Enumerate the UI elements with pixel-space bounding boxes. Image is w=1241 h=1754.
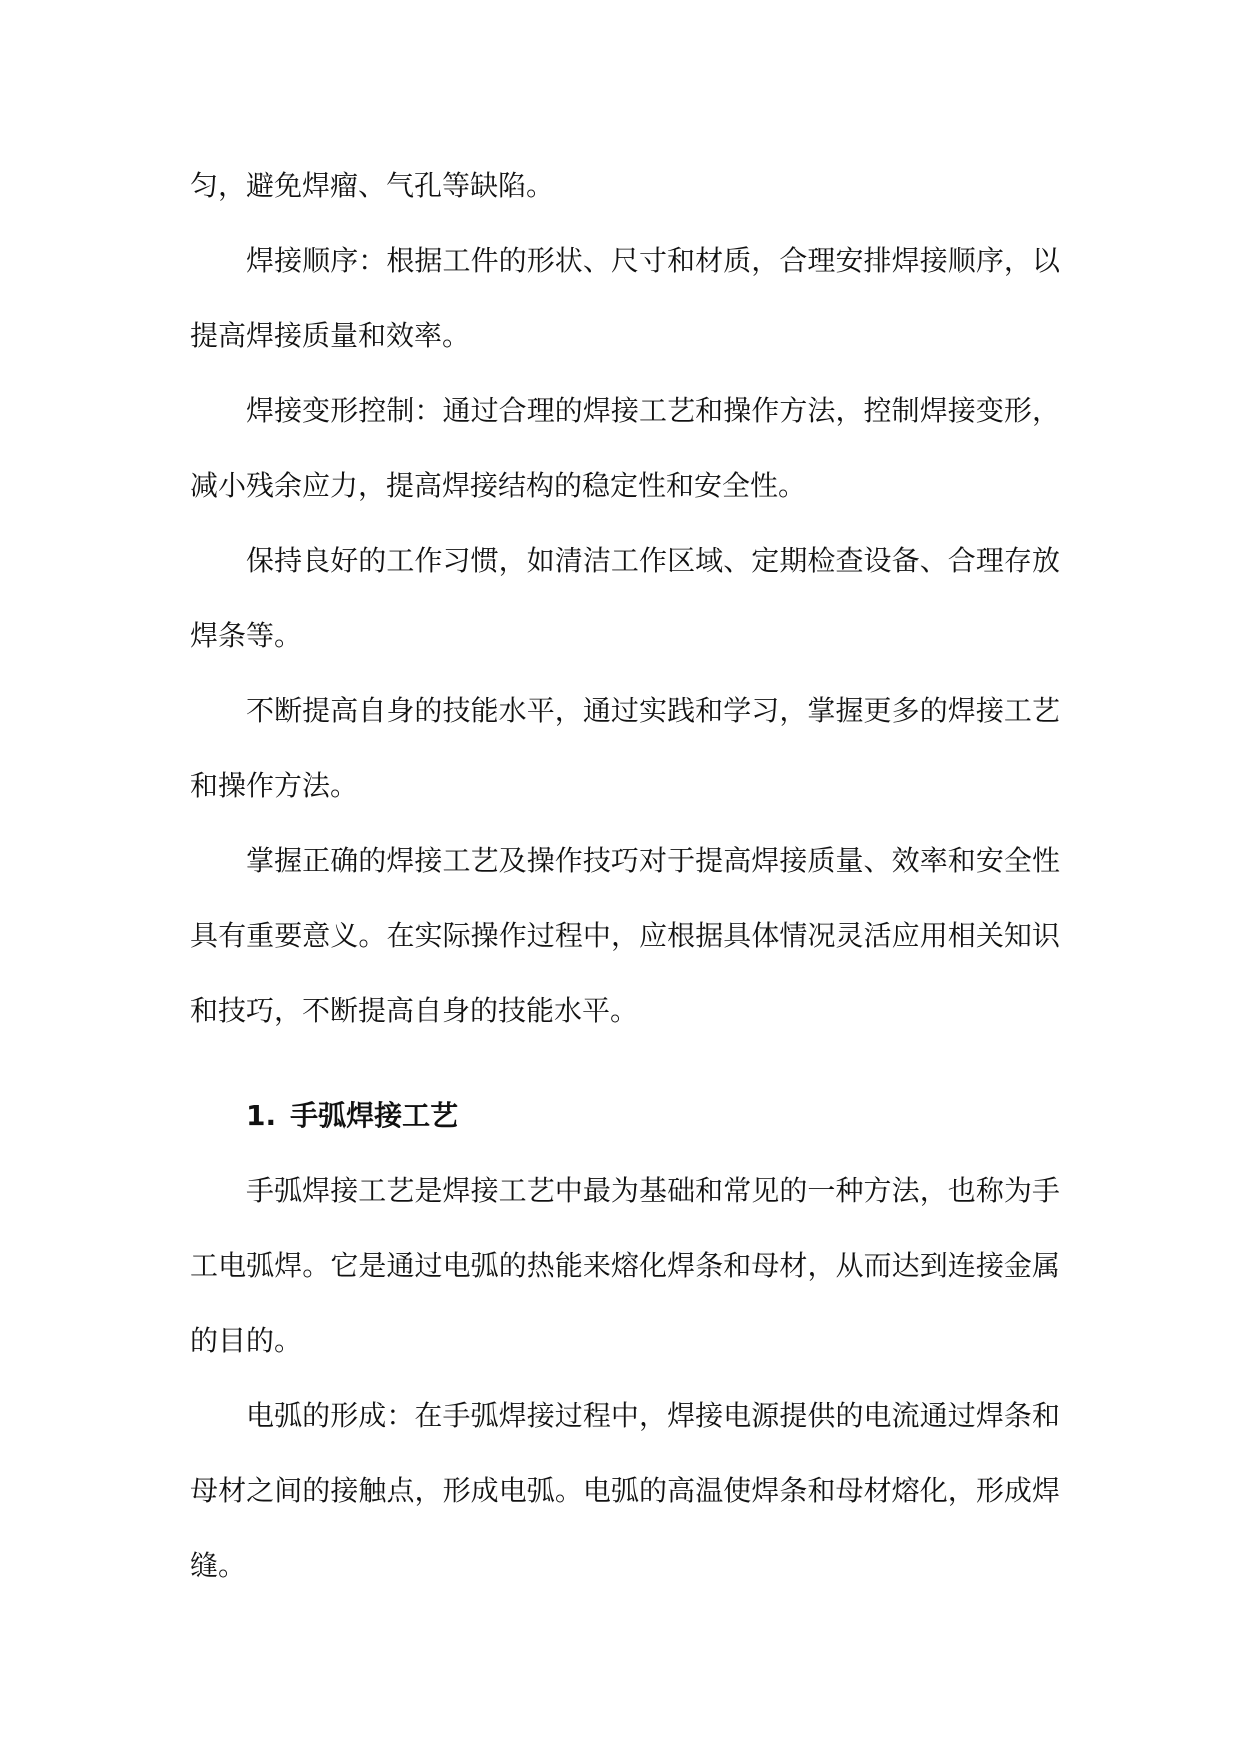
- paragraph-welding-sequence: 焊接顺序：根据工件的形状、尺寸和材质，合理安排焊接顺序，以提高焊接质量和效率。: [190, 244, 1060, 352]
- paragraph-continuation: 匀，避免焊瘤、气孔等缺陷。: [190, 169, 555, 202]
- paragraph-deformation-control: 焊接变形控制：通过合理的焊接工艺和操作方法，控制焊接变形，减小残余应力，提高焊接结构的稳定性和安全性。: [190, 394, 1060, 502]
- section-number: 1.: [246, 1099, 277, 1132]
- paragraph-skill-improvement: 不断提高自身的技能水平，通过实践和学习，掌握更多的焊接工艺和操作方法。: [190, 694, 1060, 802]
- document-body: [190, 148, 1060, 1603]
- paragraph-summary: 掌握正确的焊接工艺及操作技巧对于提高焊接质量、效率和安全性具有重要意义。在实际操作过程中，应根据具体情况灵活应用相关知识和技巧，不断提高自身的技能水平。: [190, 844, 1060, 1027]
- section-heading: [190, 1078, 1060, 1153]
- paragraph-work-habits: 保持良好的工作习惯，如清洁工作区域、定期检查设备、合理存放焊条等。: [190, 544, 1060, 652]
- paragraph-manual-arc-intro: 手弧焊接工艺是焊接工艺中最为基础和常见的一种方法，也称为手工电弧焊。它是通过电弧的热能来熔化焊条和母材，从而达到连接金属的目的。: [190, 1174, 1060, 1357]
- section-title: 手弧焊接工艺: [290, 1099, 459, 1132]
- paragraph-arc-formation: 电弧的形成：在手弧焊接过程中，焊接电源提供的电流通过焊条和母材之间的接触点，形成电弧。电弧的高温使焊条和母材熔化，形成焊缝。: [190, 1399, 1060, 1582]
